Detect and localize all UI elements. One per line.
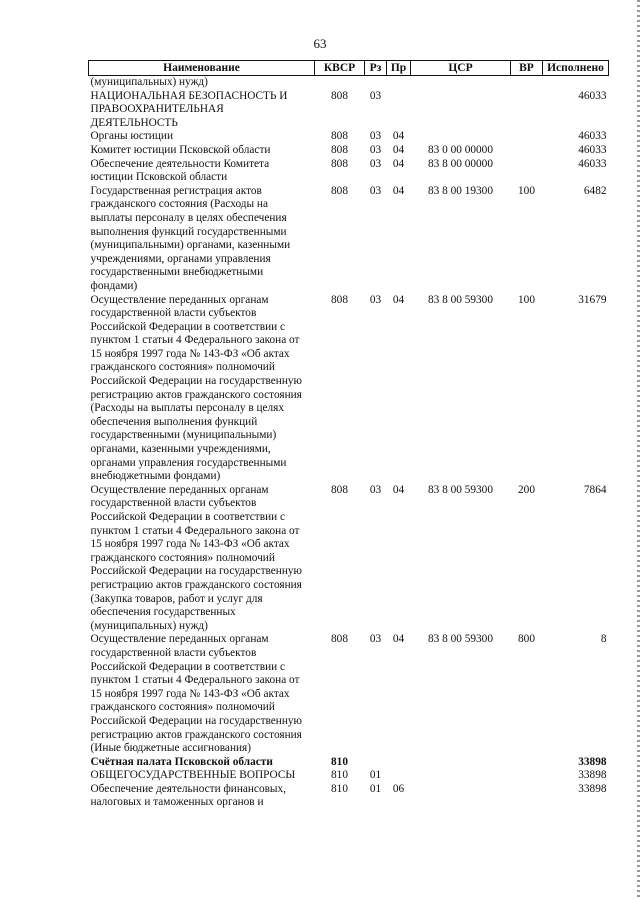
cell-name: Государственная регистрация актов гражданского состояния (Расходы на выплаты персоналу в целях обеспечения выполнения функций государственными (муниципальными) органами, казенными учреждениями, органами управления государственными внебюджетными фондами) <box>90 184 291 292</box>
cell-pr <box>387 90 411 131</box>
cell-kvsr: 808 <box>331 130 348 143</box>
cell-vr: 100 <box>518 293 535 306</box>
cell-vr: 200 <box>518 483 535 496</box>
cell-amount: 46033 <box>578 143 607 156</box>
table-row <box>89 76 609 90</box>
cell-pr: 04 <box>392 483 405 496</box>
cell-name: Органы юстиции <box>90 130 173 143</box>
cell-pr: 06 <box>392 782 405 795</box>
cell-name: Счётная палата Псковской области <box>90 755 273 768</box>
cell-amount: 33898 <box>578 755 607 768</box>
table-row <box>89 484 609 634</box>
cell-vr: 800 <box>518 633 535 646</box>
table-row <box>89 90 609 131</box>
cell-vr <box>511 130 543 144</box>
cell-rz: 03 <box>369 184 382 197</box>
cell-vr <box>511 783 543 810</box>
cell-vr: 100 <box>518 184 535 197</box>
cell-pr: 04 <box>392 633 405 646</box>
table-row <box>89 144 609 158</box>
cell-vr <box>511 756 543 770</box>
cell-vr <box>511 90 543 131</box>
cell-csr: 83 0 00 00000 <box>428 143 493 156</box>
cell-rz: 03 <box>369 633 382 646</box>
cell-csr <box>411 783 511 810</box>
cell-pr <box>387 769 411 783</box>
column-header-rz: Рз <box>365 61 387 76</box>
cell-name: Обеспечение деятельности финансовых, налоговых и таможенных органов и <box>90 782 286 809</box>
cell-pr: 04 <box>392 184 405 197</box>
table-body <box>89 76 609 811</box>
budget-table <box>88 60 609 810</box>
cell-amount: 46033 <box>578 130 607 143</box>
cell-csr: 83 8 00 59300 <box>428 483 493 496</box>
cell-rz: 03 <box>369 483 382 496</box>
cell-pr: 04 <box>392 293 405 306</box>
column-header-name: Наименование <box>89 61 315 76</box>
cell-csr: 83 8 00 00000 <box>428 157 493 170</box>
column-header-isp: Исполнено <box>543 61 609 76</box>
cell-rz: 03 <box>369 293 382 306</box>
cell-amount: 8 <box>600 633 607 646</box>
cell-amount: 46033 <box>578 157 607 170</box>
cell-csr <box>411 76 511 90</box>
cell-rz <box>365 756 387 770</box>
cell-name: Обеспечение деятельности Комитета юстиции Псковской области <box>90 157 270 184</box>
cell-kvsr: 808 <box>331 89 348 102</box>
table-row <box>89 158 609 185</box>
cell-amount: 46033 <box>578 89 607 102</box>
cell-kvsr <box>315 76 365 90</box>
column-header-kvsr: КВСР <box>315 61 365 76</box>
cell-name: Осуществление переданных органам государственной власти субъектов Российской Федерации в соответствии с пунктом 1 статьи 4 Федерального закона от 15 ноября 1997 года № 143-ФЗ «Об актах гражданского состояния» полномочий Российской Федерации на государственную регистрацию актов гражданского состояния (Иные бюджетные ассигнования) <box>90 633 302 755</box>
cell-pr: 04 <box>392 130 405 143</box>
cell-vr <box>511 144 543 158</box>
cell-amount: 33898 <box>578 782 607 795</box>
cell-name: (муниципальных) нужд) <box>90 76 208 88</box>
cell-kvsr: 810 <box>331 782 348 795</box>
cell-rz: 01 <box>369 782 382 795</box>
cell-kvsr: 808 <box>331 184 348 197</box>
cell-rz: 03 <box>369 143 382 156</box>
cell-csr <box>411 769 511 783</box>
table-row <box>89 756 609 770</box>
cell-name: Комитет юстиции Псковской области <box>90 143 271 156</box>
cell-pr <box>387 76 411 90</box>
cell-csr <box>411 756 511 770</box>
table-row <box>89 294 609 484</box>
page-number: 63 <box>313 36 327 51</box>
cell-amount: 6482 <box>583 184 607 197</box>
cell-csr: 83 8 00 19300 <box>428 184 493 197</box>
table-row <box>89 633 609 755</box>
cell-csr: 83 8 00 59300 <box>428 293 493 306</box>
cell-kvsr: 808 <box>331 293 348 306</box>
cell-name: НАЦИОНАЛЬНАЯ БЕЗОПАСНОСТЬ И ПРАВООХРАНИТЕЛЬНАЯ ДЕЯТЕЛЬНОСТЬ <box>90 89 288 129</box>
cell-kvsr: 808 <box>331 143 348 156</box>
cell-rz <box>365 76 387 90</box>
cell-csr <box>411 90 511 131</box>
table-row <box>89 783 609 810</box>
cell-pr: 04 <box>392 157 405 170</box>
cell-rz: 03 <box>369 130 382 143</box>
cell-kvsr: 808 <box>331 157 348 170</box>
column-header-csr: ЦСР <box>411 61 511 76</box>
cell-amount <box>543 76 609 90</box>
table-row <box>89 185 609 294</box>
table-row <box>89 130 609 144</box>
column-header-vr: ВР <box>511 61 543 76</box>
cell-name: Осуществление переданных органам государственной власти субъектов Российской Федерации в соответствии с пунктом 1 статьи 4 Федерального закона от 15 ноября 1997 года № 143-ФЗ «Об актах гражданского состояния» полномочий Российской Федерации на государственную регистрацию актов гражданского состояния (Закупка товаров, работ и услуг для обеспечения государственных (муниципальных) нужд) <box>90 483 302 632</box>
table-header <box>89 61 609 76</box>
column-header-pr: Пр <box>387 61 411 76</box>
cell-amount: 31679 <box>578 293 607 306</box>
cell-rz: 03 <box>369 157 382 170</box>
cell-rz: 01 <box>369 769 382 782</box>
cell-amount: 7864 <box>583 483 607 496</box>
cell-vr <box>511 76 543 90</box>
cell-name: Осуществление переданных органам государственной власти субъектов Российской Федерации в соответствии с пунктом 1 статьи 4 Федерального закона от 15 ноября 1997 года № 143-ФЗ «Об актах гражданского состояния» полномочий Российской Федерации на государственную регистрацию актов гражданского состояния (Расходы на выплаты персоналу в целях обеспечения выполнения функций государственными (муниципальными) органами, казенными учреждениями, органами управления государственными внебюджетными фондами) <box>90 293 302 483</box>
cell-name: ОБЩЕГОСУДАРСТВЕННЫЕ ВОПРОСЫ <box>90 769 296 782</box>
cell-vr <box>511 769 543 783</box>
cell-rz: 03 <box>369 89 382 102</box>
table-row <box>89 769 609 783</box>
cell-pr <box>387 756 411 770</box>
cell-vr <box>511 158 543 185</box>
cell-kvsr: 808 <box>331 633 348 646</box>
cell-amount: 33898 <box>578 769 607 782</box>
cell-csr <box>411 130 511 144</box>
cell-kvsr: 810 <box>331 755 348 768</box>
cell-kvsr: 808 <box>331 483 348 496</box>
cell-csr: 83 8 00 59300 <box>428 633 493 646</box>
cell-kvsr: 810 <box>331 769 348 782</box>
cell-pr: 04 <box>392 143 405 156</box>
